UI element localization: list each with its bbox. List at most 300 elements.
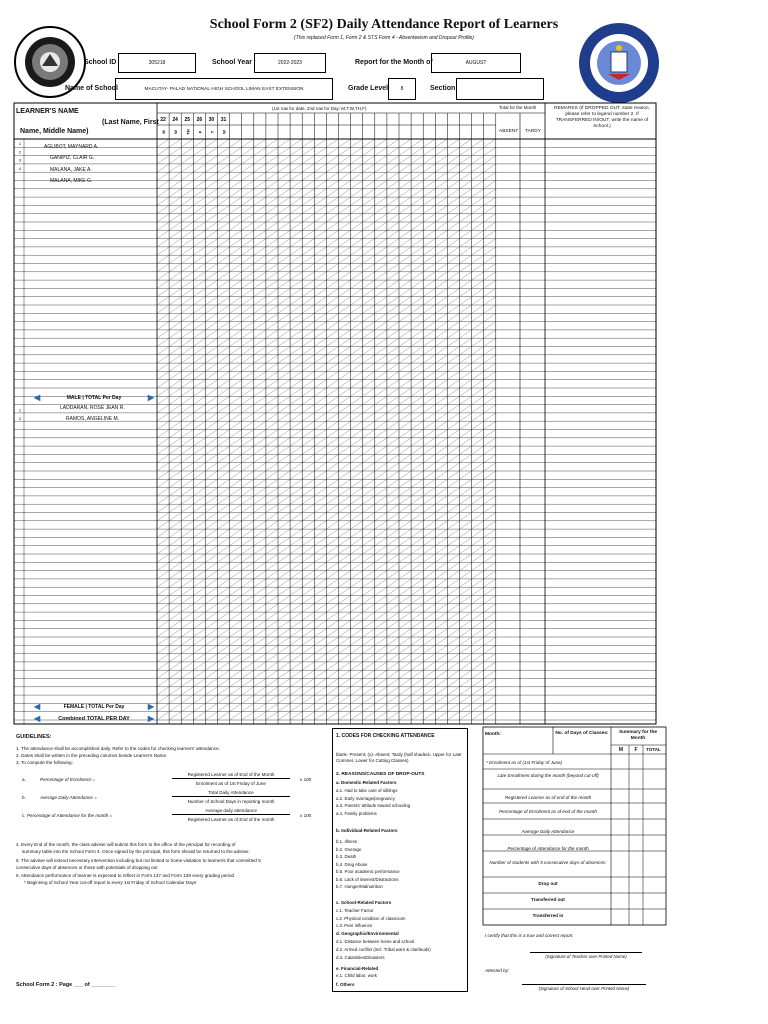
cell-diagonal bbox=[447, 288, 459, 296]
cell-diagonal bbox=[290, 596, 302, 604]
cell-diagonal bbox=[254, 189, 266, 197]
cell-diagonal bbox=[472, 230, 484, 238]
cell-diagonal bbox=[290, 695, 302, 703]
cell-diagonal bbox=[314, 479, 326, 487]
cell-diagonal bbox=[472, 371, 484, 379]
guideline-6b: * Beginning of School Year cut-off report is every 1st Friday of School Calendar Days bbox=[24, 880, 197, 885]
reason-item: c.2. Physical condition of classroom bbox=[336, 915, 406, 921]
head-signature-line[interactable] bbox=[522, 984, 646, 985]
cell-diagonal bbox=[472, 712, 484, 720]
cell-diagonal bbox=[351, 587, 363, 595]
cell-diagonal bbox=[375, 355, 387, 363]
cell-diagonal bbox=[218, 181, 230, 189]
cell-diagonal bbox=[266, 363, 278, 371]
teacher-signature-line[interactable] bbox=[530, 952, 642, 953]
cell-diagonal bbox=[278, 305, 290, 313]
learner-name-header: LEARNER'S NAME bbox=[16, 108, 79, 115]
cell-diagonal bbox=[266, 388, 278, 396]
cell-diagonal bbox=[411, 695, 423, 703]
cell-diagonal bbox=[484, 164, 496, 172]
cell-diagonal bbox=[314, 670, 326, 678]
cell-diagonal bbox=[326, 579, 338, 587]
cell-diagonal bbox=[205, 371, 217, 379]
cell-diagonal bbox=[278, 463, 290, 471]
cell-diagonal bbox=[435, 695, 447, 703]
cell-diagonal bbox=[181, 230, 193, 238]
cell-diagonal bbox=[314, 637, 326, 645]
cell-diagonal bbox=[230, 554, 242, 562]
cell-diagonal bbox=[302, 313, 314, 321]
cell-diagonal bbox=[254, 139, 266, 147]
cell-diagonal bbox=[314, 255, 326, 263]
cell-diagonal bbox=[157, 322, 169, 330]
cell-diagonal bbox=[290, 214, 302, 222]
cell-diagonal bbox=[157, 629, 169, 637]
cell-diagonal bbox=[290, 679, 302, 687]
cell-diagonal bbox=[218, 247, 230, 255]
cell-diagonal bbox=[339, 645, 351, 653]
cell-diagonal bbox=[472, 579, 484, 587]
cell-diagonal bbox=[399, 139, 411, 147]
cell-diagonal bbox=[460, 363, 472, 371]
cell-diagonal bbox=[254, 205, 266, 213]
row-number: 2 bbox=[18, 149, 22, 155]
cell-diagonal bbox=[387, 604, 399, 612]
cell-diagonal bbox=[193, 164, 205, 172]
cell-diagonal bbox=[169, 313, 181, 321]
cell-diagonal bbox=[363, 546, 375, 554]
cell-diagonal bbox=[411, 562, 423, 570]
cell-diagonal bbox=[484, 695, 496, 703]
cell-diagonal bbox=[169, 504, 181, 512]
cell-diagonal bbox=[399, 537, 411, 545]
cell-diagonal bbox=[230, 330, 242, 338]
cell-diagonal bbox=[411, 579, 423, 587]
cell-diagonal bbox=[484, 388, 496, 396]
cell-diagonal bbox=[230, 529, 242, 537]
cell-diagonal bbox=[314, 405, 326, 413]
cell-diagonal bbox=[266, 421, 278, 429]
cell-diagonal bbox=[423, 338, 435, 346]
cell-diagonal bbox=[193, 272, 205, 280]
cell-diagonal bbox=[218, 587, 230, 595]
cell-diagonal bbox=[339, 222, 351, 230]
learner-name: GANIPIZ, CLAIR G. bbox=[50, 155, 95, 161]
cell-diagonal bbox=[460, 388, 472, 396]
cell-diagonal bbox=[363, 504, 375, 512]
cell-diagonal bbox=[314, 388, 326, 396]
cell-diagonal bbox=[435, 662, 447, 670]
cell-diagonal bbox=[460, 330, 472, 338]
cell-diagonal bbox=[302, 164, 314, 172]
cell-diagonal bbox=[447, 521, 459, 529]
cell-diagonal bbox=[326, 421, 338, 429]
cell-diagonal bbox=[411, 280, 423, 288]
summary-row-label: Drop out bbox=[538, 881, 558, 886]
cell-diagonal bbox=[484, 172, 496, 180]
day-label: W bbox=[173, 130, 179, 134]
cell-diagonal bbox=[351, 670, 363, 678]
cell-diagonal bbox=[435, 330, 447, 338]
school-year-field[interactable]: 2022-2023 bbox=[254, 53, 326, 73]
cell-diagonal bbox=[411, 330, 423, 338]
cell-diagonal bbox=[314, 305, 326, 313]
cell-diagonal bbox=[290, 280, 302, 288]
cell-diagonal bbox=[193, 396, 205, 404]
cell-diagonal bbox=[435, 562, 447, 570]
cell-diagonal bbox=[472, 687, 484, 695]
cell-diagonal bbox=[484, 703, 496, 711]
cell-diagonal bbox=[157, 305, 169, 313]
cell-diagonal bbox=[193, 479, 205, 487]
cell-diagonal bbox=[447, 645, 459, 653]
cell-diagonal bbox=[484, 604, 496, 612]
cell-diagonal bbox=[339, 712, 351, 720]
cell-diagonal bbox=[205, 280, 217, 288]
cell-diagonal bbox=[375, 513, 387, 521]
cell-diagonal bbox=[169, 322, 181, 330]
cell-diagonal bbox=[205, 662, 217, 670]
cell-diagonal bbox=[363, 164, 375, 172]
cell-diagonal bbox=[157, 239, 169, 247]
cell-diagonal bbox=[326, 181, 338, 189]
cell-diagonal bbox=[387, 347, 399, 355]
cell-diagonal bbox=[375, 679, 387, 687]
cell-diagonal bbox=[205, 645, 217, 653]
guideline-4b: summary table into the School Form 4. Once signed by the principal, this form should be returned to the adviser. bbox=[22, 849, 250, 854]
cell-diagonal bbox=[375, 255, 387, 263]
cell-diagonal bbox=[484, 654, 496, 662]
cell-diagonal bbox=[193, 488, 205, 496]
cell-diagonal bbox=[447, 371, 459, 379]
cell-diagonal bbox=[339, 313, 351, 321]
cell-diagonal bbox=[363, 247, 375, 255]
formula-c-x100: x 100 bbox=[300, 813, 312, 818]
cell-diagonal bbox=[266, 654, 278, 662]
cell-diagonal bbox=[326, 703, 338, 711]
cell-diagonal bbox=[218, 654, 230, 662]
cell-diagonal bbox=[326, 222, 338, 230]
cell-diagonal bbox=[484, 463, 496, 471]
cell-diagonal bbox=[447, 703, 459, 711]
cell-diagonal bbox=[242, 347, 254, 355]
cell-diagonal bbox=[411, 355, 423, 363]
cell-diagonal bbox=[472, 430, 484, 438]
cell-diagonal bbox=[423, 438, 435, 446]
cell-diagonal bbox=[266, 562, 278, 570]
cell-diagonal bbox=[290, 230, 302, 238]
cell-diagonal bbox=[339, 670, 351, 678]
cell-diagonal bbox=[363, 488, 375, 496]
cell-diagonal bbox=[230, 189, 242, 197]
cell-diagonal bbox=[472, 347, 484, 355]
cell-diagonal bbox=[447, 164, 459, 172]
cell-diagonal bbox=[399, 272, 411, 280]
cell-diagonal bbox=[484, 205, 496, 213]
cell-diagonal bbox=[375, 197, 387, 205]
cell-diagonal bbox=[205, 156, 217, 164]
cell-diagonal bbox=[363, 147, 375, 155]
summary-f-header: F bbox=[634, 747, 638, 753]
cell-diagonal bbox=[484, 430, 496, 438]
cell-diagonal bbox=[387, 139, 399, 147]
cell-diagonal bbox=[302, 172, 314, 180]
cell-diagonal bbox=[157, 620, 169, 628]
cell-diagonal bbox=[218, 421, 230, 429]
cell-diagonal bbox=[411, 322, 423, 330]
cell-diagonal bbox=[157, 421, 169, 429]
cell-diagonal bbox=[363, 562, 375, 570]
cell-diagonal bbox=[193, 537, 205, 545]
reason-item: a.1. Had to take care of siblings bbox=[336, 788, 398, 793]
cell-diagonal bbox=[399, 205, 411, 213]
cell-diagonal bbox=[302, 604, 314, 612]
cell-diagonal bbox=[423, 562, 435, 570]
date-label: 26 bbox=[196, 117, 203, 123]
cell-diagonal bbox=[484, 230, 496, 238]
cell-diagonal bbox=[472, 654, 484, 662]
cell-diagonal bbox=[375, 413, 387, 421]
cell-diagonal bbox=[230, 454, 242, 462]
cell-diagonal bbox=[290, 347, 302, 355]
cell-diagonal bbox=[447, 330, 459, 338]
cell-diagonal bbox=[290, 504, 302, 512]
cell-diagonal bbox=[157, 596, 169, 604]
cell-diagonal bbox=[460, 396, 472, 404]
cell-diagonal bbox=[157, 197, 169, 205]
cell-diagonal bbox=[181, 703, 193, 711]
cell-diagonal bbox=[339, 521, 351, 529]
cell-diagonal bbox=[242, 662, 254, 670]
cell-diagonal bbox=[435, 479, 447, 487]
cell-diagonal bbox=[339, 421, 351, 429]
cell-diagonal bbox=[302, 214, 314, 222]
school-id-field[interactable]: 305218 bbox=[118, 53, 196, 73]
cell-diagonal bbox=[460, 205, 472, 213]
cell-diagonal bbox=[339, 247, 351, 255]
cell-diagonal bbox=[375, 156, 387, 164]
cell-diagonal bbox=[326, 239, 338, 247]
cell-diagonal bbox=[460, 214, 472, 222]
cell-diagonal bbox=[302, 297, 314, 305]
cell-diagonal bbox=[447, 430, 459, 438]
cell-diagonal bbox=[484, 355, 496, 363]
school-name-field[interactable]: MACUTAY- PALAD NATIONAL HIGH SCHOOL LIMAN EAST EXTENSION bbox=[115, 78, 333, 100]
cell-diagonal bbox=[375, 645, 387, 653]
cell-diagonal bbox=[302, 239, 314, 247]
male-total-label: MALE | TOTAL Per Day bbox=[66, 394, 122, 401]
cell-diagonal bbox=[411, 189, 423, 197]
cell-diagonal bbox=[290, 712, 302, 720]
cell-diagonal bbox=[254, 239, 266, 247]
cell-diagonal bbox=[242, 629, 254, 637]
cell-diagonal bbox=[387, 703, 399, 711]
formula-b-label: Average Daily Attendance = bbox=[40, 795, 97, 800]
cell-diagonal bbox=[339, 430, 351, 438]
cell-diagonal bbox=[447, 629, 459, 637]
cell-diagonal bbox=[230, 347, 242, 355]
cell-diagonal bbox=[181, 604, 193, 612]
cell-diagonal bbox=[266, 288, 278, 296]
cell-diagonal bbox=[242, 454, 254, 462]
cell-diagonal bbox=[326, 529, 338, 537]
cell-diagonal bbox=[302, 247, 314, 255]
cell-diagonal bbox=[242, 430, 254, 438]
cell-diagonal bbox=[411, 421, 423, 429]
cell-diagonal bbox=[302, 513, 314, 521]
cell-diagonal bbox=[447, 230, 459, 238]
cell-diagonal bbox=[242, 255, 254, 263]
cell-diagonal bbox=[351, 620, 363, 628]
cell-diagonal bbox=[363, 396, 375, 404]
cell-diagonal bbox=[157, 297, 169, 305]
cell-diagonal bbox=[326, 147, 338, 155]
cell-diagonal bbox=[447, 305, 459, 313]
cell-diagonal bbox=[193, 579, 205, 587]
cell-diagonal bbox=[326, 380, 338, 388]
grade-level-field[interactable]: 8 bbox=[388, 78, 416, 100]
cell-diagonal bbox=[254, 471, 266, 479]
cell-diagonal bbox=[314, 156, 326, 164]
cell-diagonal bbox=[411, 496, 423, 504]
cell-diagonal bbox=[157, 662, 169, 670]
cell-diagonal bbox=[242, 421, 254, 429]
cell-diagonal bbox=[375, 537, 387, 545]
cell-diagonal bbox=[290, 156, 302, 164]
day-label: F bbox=[197, 130, 203, 134]
cell-diagonal bbox=[230, 488, 242, 496]
cell-diagonal bbox=[399, 181, 411, 189]
cell-diagonal bbox=[278, 156, 290, 164]
cell-diagonal bbox=[387, 214, 399, 222]
cell-diagonal bbox=[290, 297, 302, 305]
cell-diagonal bbox=[411, 446, 423, 454]
cell-diagonal bbox=[266, 612, 278, 620]
cell-diagonal bbox=[460, 546, 472, 554]
cell-diagonal bbox=[290, 380, 302, 388]
cell-diagonal bbox=[326, 488, 338, 496]
cell-diagonal bbox=[218, 405, 230, 413]
cell-diagonal bbox=[460, 222, 472, 230]
cell-diagonal bbox=[411, 405, 423, 413]
cell-diagonal bbox=[218, 596, 230, 604]
cell-diagonal bbox=[363, 264, 375, 272]
cell-diagonal bbox=[447, 264, 459, 272]
cell-diagonal bbox=[484, 496, 496, 504]
cell-diagonal bbox=[157, 695, 169, 703]
cell-diagonal bbox=[460, 537, 472, 545]
cell-diagonal bbox=[375, 430, 387, 438]
cell-diagonal bbox=[169, 205, 181, 213]
cell-diagonal bbox=[181, 313, 193, 321]
report-month-field[interactable]: AUGUST bbox=[431, 53, 521, 73]
cell-diagonal bbox=[339, 554, 351, 562]
cell-diagonal bbox=[205, 181, 217, 189]
cell-diagonal bbox=[447, 222, 459, 230]
cell-diagonal bbox=[230, 670, 242, 678]
cell-diagonal bbox=[484, 181, 496, 189]
cell-diagonal bbox=[266, 446, 278, 454]
cell-diagonal bbox=[193, 280, 205, 288]
cell-diagonal bbox=[254, 629, 266, 637]
reason-item: b.2. Overage bbox=[336, 846, 362, 852]
cell-diagonal bbox=[472, 446, 484, 454]
cell-diagonal bbox=[435, 264, 447, 272]
cell-diagonal bbox=[218, 579, 230, 587]
cell-diagonal bbox=[266, 355, 278, 363]
cell-diagonal bbox=[423, 405, 435, 413]
cell-diagonal bbox=[290, 496, 302, 504]
cell-diagonal bbox=[205, 687, 217, 695]
cell-diagonal bbox=[169, 596, 181, 604]
cell-diagonal bbox=[375, 629, 387, 637]
cell-diagonal bbox=[290, 529, 302, 537]
cell-diagonal bbox=[447, 421, 459, 429]
cell-diagonal bbox=[218, 164, 230, 172]
cell-diagonal bbox=[460, 504, 472, 512]
reason-e-item: e.1. Child labor, work bbox=[336, 973, 377, 978]
cell-diagonal bbox=[423, 322, 435, 330]
cell-diagonal bbox=[399, 247, 411, 255]
cell-diagonal bbox=[484, 313, 496, 321]
cell-diagonal bbox=[205, 297, 217, 305]
cell-diagonal bbox=[423, 172, 435, 180]
cell-diagonal bbox=[242, 438, 254, 446]
cell-diagonal bbox=[193, 604, 205, 612]
cell-diagonal bbox=[242, 670, 254, 678]
cell-diagonal bbox=[314, 471, 326, 479]
cell-diagonal bbox=[278, 687, 290, 695]
cell-diagonal bbox=[411, 305, 423, 313]
cell-diagonal bbox=[157, 189, 169, 197]
cell-diagonal bbox=[447, 662, 459, 670]
cell-diagonal bbox=[266, 463, 278, 471]
row-number: 2 bbox=[18, 415, 22, 421]
cell-diagonal bbox=[302, 181, 314, 189]
cell-diagonal bbox=[314, 604, 326, 612]
cell-diagonal bbox=[266, 189, 278, 197]
cell-diagonal bbox=[193, 712, 205, 720]
cell-diagonal bbox=[266, 222, 278, 230]
cell-diagonal bbox=[314, 239, 326, 247]
cell-diagonal bbox=[266, 546, 278, 554]
cell-diagonal bbox=[278, 703, 290, 711]
cell-diagonal bbox=[205, 620, 217, 628]
cell-diagonal bbox=[218, 139, 230, 147]
cell-diagonal bbox=[447, 670, 459, 678]
cell-diagonal bbox=[423, 330, 435, 338]
cell-diagonal bbox=[484, 396, 496, 404]
cell-diagonal bbox=[193, 371, 205, 379]
cell-diagonal bbox=[351, 172, 363, 180]
cell-diagonal bbox=[387, 313, 399, 321]
cell-diagonal bbox=[351, 164, 363, 172]
cell-diagonal bbox=[363, 305, 375, 313]
cell-diagonal bbox=[230, 272, 242, 280]
guideline-1: 1. The attendance shall be accomplished daily. Refer to the codes for checking learners' attendance. bbox=[16, 746, 220, 751]
cell-diagonal bbox=[290, 454, 302, 462]
cell-diagonal bbox=[218, 695, 230, 703]
cell-diagonal bbox=[435, 405, 447, 413]
cell-diagonal bbox=[326, 463, 338, 471]
cell-diagonal bbox=[157, 355, 169, 363]
cell-diagonal bbox=[435, 380, 447, 388]
cell-diagonal bbox=[460, 297, 472, 305]
cell-diagonal bbox=[484, 297, 496, 305]
cell-diagonal bbox=[447, 272, 459, 280]
cell-diagonal bbox=[399, 529, 411, 537]
cell-diagonal bbox=[205, 380, 217, 388]
